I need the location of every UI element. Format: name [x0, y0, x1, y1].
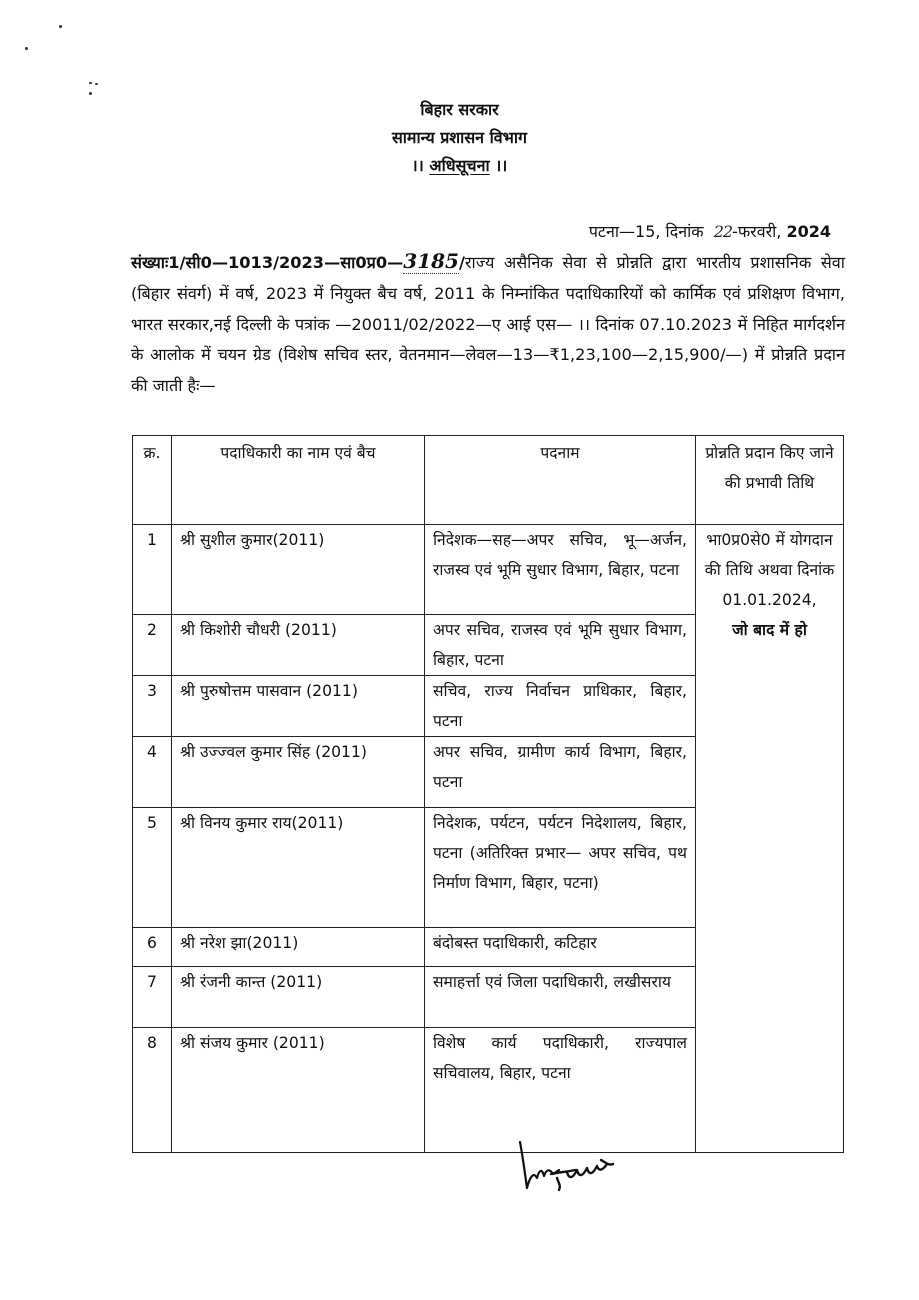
row-serial: 5: [133, 808, 172, 928]
row-designation: विशेष कार्य पदाधिकारी, राज्यपाल सचिवालय, बिहार, पटना: [425, 1028, 696, 1153]
reference-prefix: संख्याः1/सी0—1013/2023—सा0प्र0—: [131, 253, 404, 272]
row-serial: 4: [133, 737, 172, 808]
title-text: अधिसूचना: [429, 156, 490, 175]
row-designation: निदेशक—सह—अपर सचिव, भू—अर्जन, राजस्व एवं भूमि सुधार विभाग, बिहार, पटना: [425, 525, 696, 615]
row-designation: निदेशक, पर्यटन, पर्यटन निदेशालय, बिहार, पटना (अतिरिक्त प्रभार— अपर सचिव, पथ निर्माण विभाग, बिहार, पटना): [425, 808, 696, 928]
scan-speck: [59, 25, 62, 28]
row-designation: अपर सचिव, ग्रामीण कार्य विभाग, बिहार, पटना: [425, 737, 696, 808]
row-name: श्री संजय कुमार (2011): [172, 1028, 425, 1153]
dateline-day-handwritten: 22: [713, 222, 733, 241]
handwritten-signature: [515, 1140, 625, 1200]
scan-speck: [89, 82, 92, 84]
dateline-place: पटना—15, दिनांक: [588, 222, 704, 241]
header-effective-date: प्रोन्नति प्रदान किए जाने की प्रभावी तिथि: [696, 436, 844, 525]
row-designation: सचिव, राज्य निर्वाचन प्राधिकार, बिहार, पटना: [425, 676, 696, 737]
row-serial: 2: [133, 615, 172, 676]
effective-date-cell: [696, 525, 844, 1153]
table-row: [133, 525, 844, 615]
reference-number: [131, 249, 465, 273]
notification-title: [0, 153, 919, 179]
row-serial: 8: [133, 1028, 172, 1153]
scan-speck: [25, 47, 28, 50]
dateline-month: -फरवरी,: [732, 222, 782, 241]
dateline: [589, 220, 831, 242]
row-designation: बंदोबस्त पदाधिकारी, कटिहार: [425, 928, 696, 967]
row-name: श्री नरेश झा(2011): [172, 928, 425, 967]
effective-date-text: भा0प्र0से0 में योगदान की तिथि अथवा दिनांक 01.01.2024,: [704, 531, 835, 609]
scan-speck: [95, 83, 98, 85]
row-serial: 1: [133, 525, 172, 615]
header-serial: क्र.: [133, 436, 172, 525]
title-prefix: ।।: [411, 156, 424, 175]
body-text: राज्य असैनिक सेवा से प्रोन्नति द्वारा भारतीय प्रशासनिक सेवा (बिहार संवर्ग) में वर्ष, 2023 में नियुक्त बैच वर्ष, 2011 के निम्नांकित पदाधिकारियों को कार्मिक एवं प्रशिक्षण विभाग, भारत सरकार,नई दिल्ली के पत्रांक —20011/02/2022—ए आई एस— ।। दिनांक 07.10.2023 में निहित मार्गदर्शन के आलोक में चयन ग्रेड (विशेष सचिव स्तर, वेतनमान—लेवल—13—₹1,23,100—2,15,900/—) में प्रोन्नति प्रदान की जाती हैः—: [131, 253, 845, 396]
effective-date-bold: जो बाद में हो: [732, 621, 807, 639]
row-name: श्री रंजनी कान्त (2011): [172, 967, 425, 1028]
reference-slash: /: [458, 253, 465, 272]
row-serial: 7: [133, 967, 172, 1028]
row-name: श्री सुशील कुमार(2011): [172, 525, 425, 615]
government-name: बिहार सरकार: [420, 100, 499, 119]
row-designation: समाहर्त्ता एवं जिला पदाधिकारी, लखीसराय: [425, 967, 696, 1028]
title-suffix: ।।: [495, 156, 508, 175]
row-serial: 6: [133, 928, 172, 967]
header-designation: पदनाम: [425, 436, 696, 525]
row-name: श्री पुरुषोत्तम पासवान (2011): [172, 676, 425, 737]
row-name: श्री विनय कुमार राय(2011): [172, 808, 425, 928]
header-name: पदाधिकारी का नाम एवं बैच: [172, 436, 425, 525]
scan-speck: [89, 92, 92, 95]
row-serial: 3: [133, 676, 172, 737]
table-header-row: [133, 436, 844, 525]
department-name: सामान्य प्रशासन विभाग: [391, 128, 528, 147]
dateline-year: 2024: [786, 222, 831, 241]
notification-body: [131, 246, 845, 402]
promotion-table: [132, 435, 844, 1153]
row-designation: अपर सचिव, राजस्व एवं भूमि सुधार विभाग, बिहार, पटना: [425, 615, 696, 676]
row-name: श्री किशोरी चौधरी (2011): [172, 615, 425, 676]
reference-handwritten-number: 3185: [403, 249, 459, 273]
row-name: श्री उज्ज्वल कुमार सिंह (2011): [172, 737, 425, 808]
